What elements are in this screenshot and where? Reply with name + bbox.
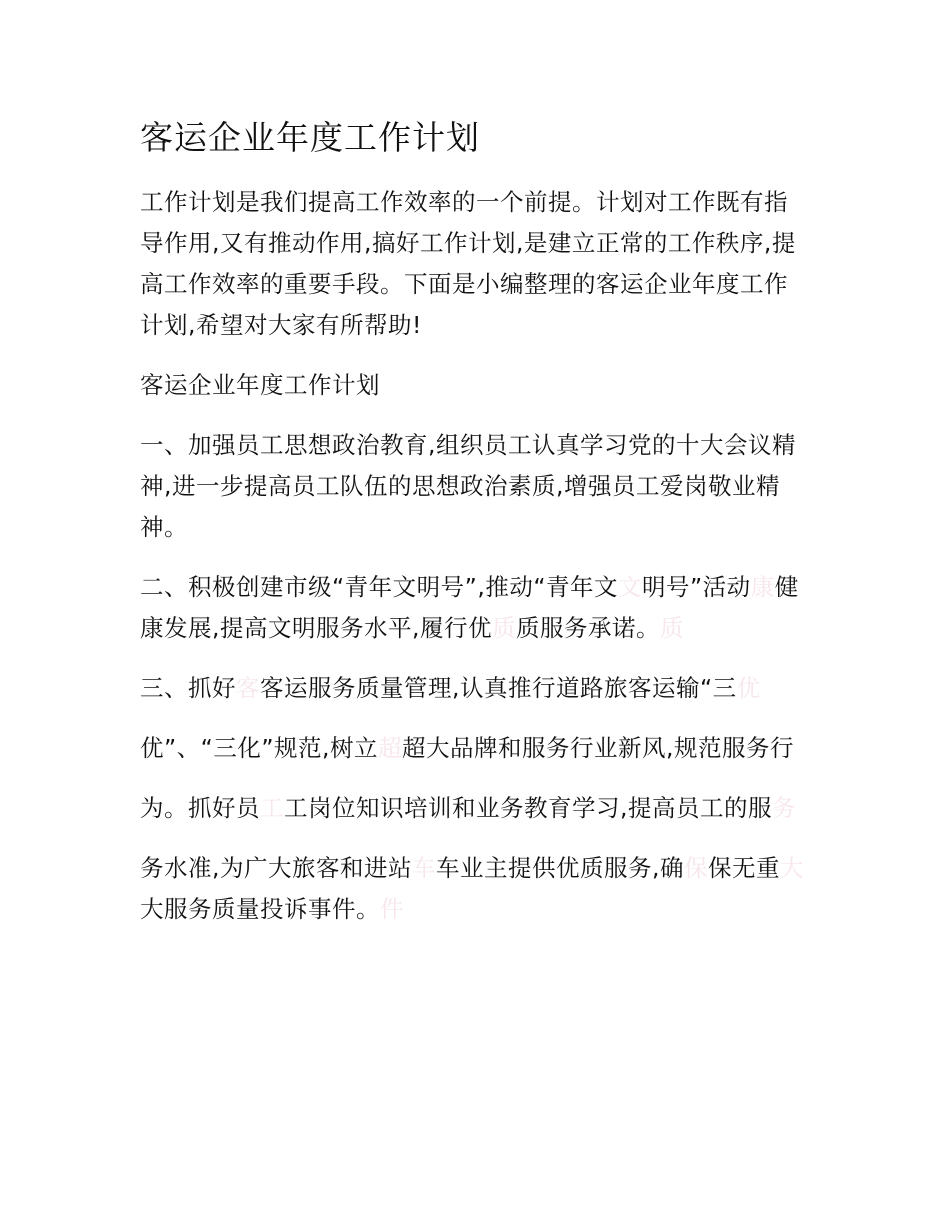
watermark-glyph: 客 (236, 673, 260, 702)
item-3d-text-b: 车业主提供优质服务,确 (435, 853, 684, 882)
watermark-glyph: 件 (380, 894, 404, 923)
watermark-glyph: 工 (260, 793, 284, 822)
watermark-glyph: 超 (378, 733, 402, 762)
item-3b-text-b: 超大品牌和服务行业新风,规范服务行 (402, 733, 794, 762)
section-subtitle: 客运企业年度工作计划 (140, 370, 380, 399)
watermark-glyph: 质 (491, 613, 516, 642)
item-2-text-d: 质服务承诺。 (515, 613, 660, 642)
item-3-text-a: 三、抓好 (140, 673, 236, 702)
watermark-glyph: 保 (683, 853, 708, 882)
item-3d-text-c: 保无重 (707, 853, 780, 882)
watermark-glyph: 务 (771, 793, 796, 822)
item-3-text-b: 客运服务质量管理,认真推行道路旅客运输“三 (260, 673, 737, 702)
item-3b-paragraph (140, 728, 810, 769)
item-3c-text-b: 工岗位知识培训和业务教育学习,提高员工的服 (284, 793, 772, 822)
watermark-glyph: 康 (750, 572, 775, 601)
item-3c-text-a: 为。抓好员 (140, 793, 260, 822)
document-title: 客运企业年度工作计划 (140, 118, 480, 157)
watermark-glyph: 优 (736, 673, 761, 702)
item-3c-paragraph (140, 788, 810, 829)
item-3b-text-a: 优”、“三化”规范,树立 (140, 733, 378, 762)
item-3d-text-d: 大服务质量投诉事件。 (140, 894, 380, 923)
watermark-glyph: 大 (779, 853, 804, 882)
document-page (140, 118, 810, 949)
item-3-paragraph (140, 668, 810, 709)
intro-paragraph: 工作计划是我们提高工作效率的一个前提。计划对工作既有指导作用,又有推动作用,搞好工作计划,是建立正常的工作秩序,提高工作效率的重要手段。下面是小编整理的客运企业年度工作计划,希望对大家有所帮助! (140, 187, 796, 339)
item-3d-paragraph (140, 848, 810, 930)
item-3d-text-a: 务水准,为广大旅客和进站 (140, 853, 412, 882)
watermark-glyph: 车 (411, 853, 436, 882)
watermark-glyph: 质 (659, 613, 684, 642)
watermark-glyph: 文 (618, 572, 642, 601)
item-2-text-a: 二、积极创建市级“青年文明号”,推动“青年文 (140, 572, 618, 601)
item-2-text-b: 明号”活动 (642, 572, 751, 601)
item-2-paragraph (140, 567, 810, 649)
item-2-text-c: 健康发展,提高文明服务水平,履行优 (140, 572, 799, 642)
item-1-paragraph: 一、加强员工思想政治教育,组织员工认真学习党的十大会议精神,进一步提高员工队伍的思想政治素质,增强员工爱岗敬业精神。 (140, 430, 796, 541)
